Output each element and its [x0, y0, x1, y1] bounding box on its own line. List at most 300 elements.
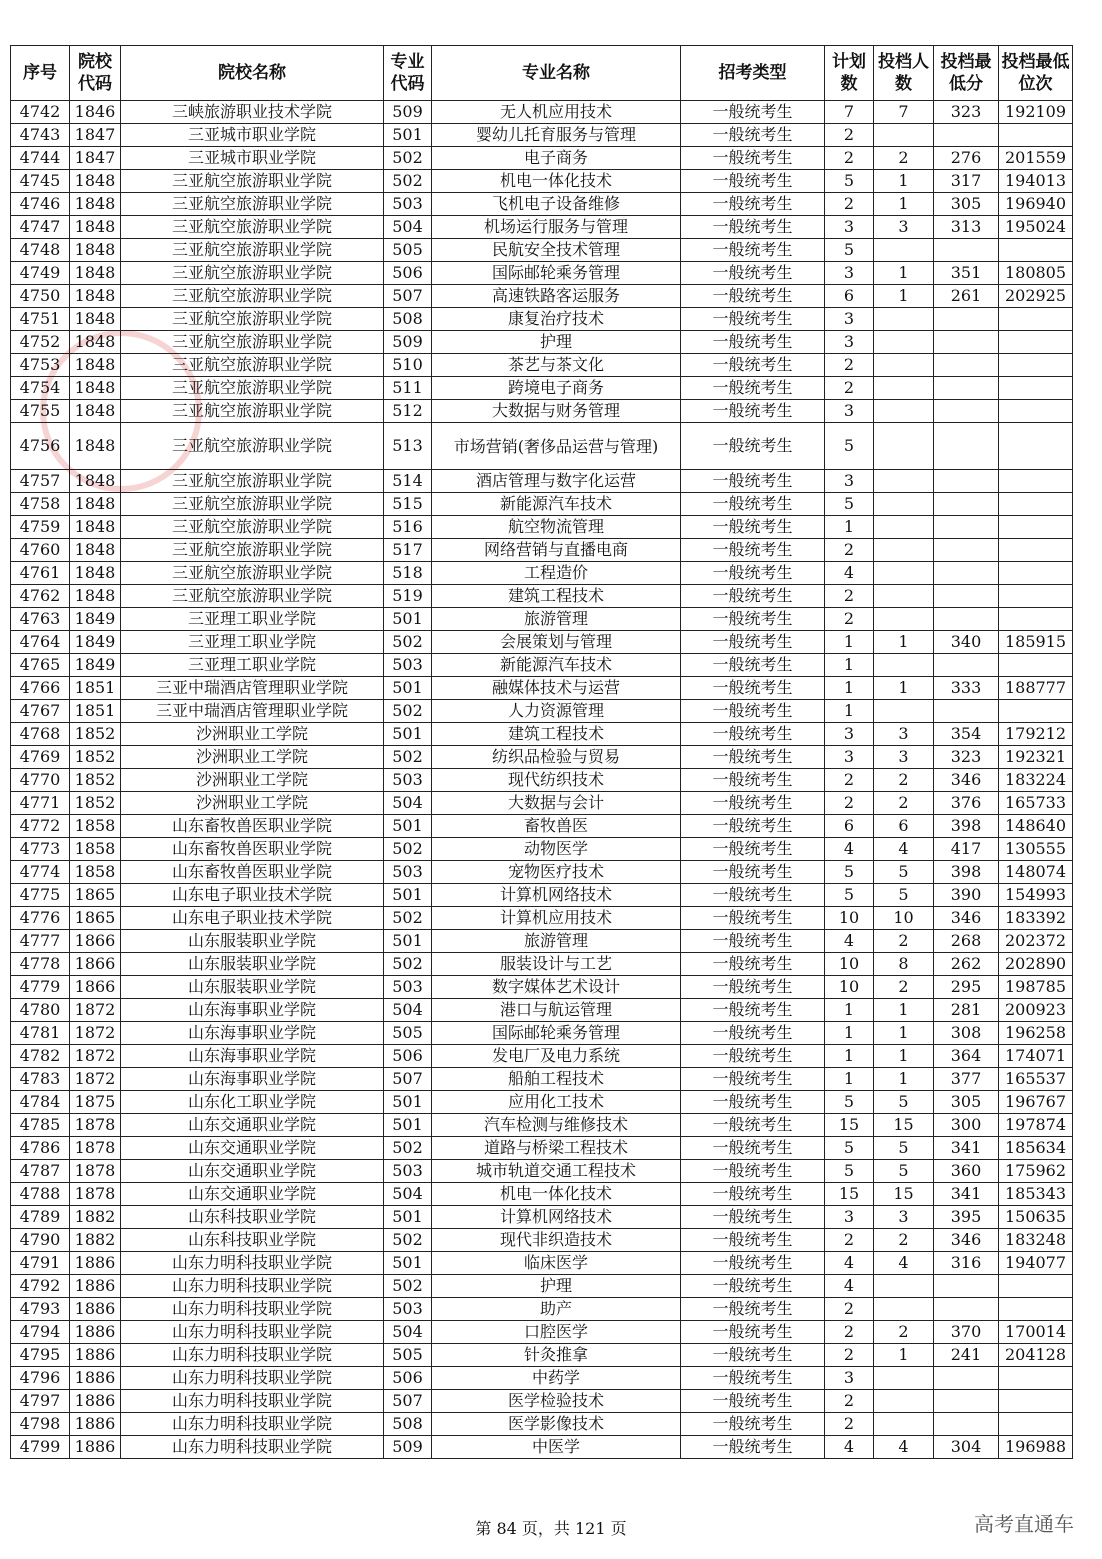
- cell-major-name: 港口与航运管理: [432, 999, 681, 1022]
- cell-admitted: 15: [874, 1114, 934, 1137]
- cell-major-name: 中医学: [432, 1436, 681, 1459]
- cell-major-name: 动物医学: [432, 838, 681, 861]
- cell-major-name: 计算机网络技术: [432, 1206, 681, 1229]
- cell-min-rank: 194077: [999, 1252, 1073, 1275]
- cell-admitted: [874, 1275, 934, 1298]
- cell-major-name: 茶艺与茶文化: [432, 354, 681, 377]
- cell-major-name: 中药学: [432, 1367, 681, 1390]
- col-header-exam-type: 招考类型: [681, 46, 825, 101]
- cell-school-name: 三亚航空旅游职业学院: [121, 562, 384, 585]
- cell-min-score: 398: [934, 815, 999, 838]
- cell-admitted: 1: [874, 1022, 934, 1045]
- cell-seq: 4758: [11, 493, 70, 516]
- table-row: [11, 1068, 1073, 1091]
- cell-major-code: 503: [384, 976, 432, 999]
- table-row: [11, 354, 1073, 377]
- cell-school-name: 沙洲职业工学院: [121, 792, 384, 815]
- cell-school-name: 三亚航空旅游职业学院: [121, 331, 384, 354]
- cell-school-code: 1872: [70, 999, 121, 1022]
- cell-plan: 10: [825, 976, 874, 999]
- table-row: [11, 377, 1073, 400]
- cell-min-score: [934, 400, 999, 423]
- table-row: [11, 562, 1073, 585]
- cell-major-name: 应用化工技术: [432, 1091, 681, 1114]
- cell-school-code: 1878: [70, 1137, 121, 1160]
- cell-major-name: 国际邮轮乘务管理: [432, 1022, 681, 1045]
- table-row: [11, 769, 1073, 792]
- cell-plan: 3: [825, 331, 874, 354]
- cell-exam-type: 一般统考生: [681, 976, 825, 999]
- cell-min-score: 323: [934, 746, 999, 769]
- cell-exam-type: 一般统考生: [681, 884, 825, 907]
- cell-admitted: 4: [874, 838, 934, 861]
- table-row: [11, 285, 1073, 308]
- table-row: [11, 654, 1073, 677]
- cell-admitted: [874, 585, 934, 608]
- cell-admitted: [874, 516, 934, 539]
- cell-exam-type: 一般统考生: [681, 377, 825, 400]
- cell-admitted: 3: [874, 723, 934, 746]
- table-row: [11, 1114, 1073, 1137]
- cell-major-code: 509: [384, 1436, 432, 1459]
- table-row: [11, 124, 1073, 147]
- cell-min-rank: 175962: [999, 1160, 1073, 1183]
- cell-min-rank: [999, 608, 1073, 631]
- cell-plan: 1: [825, 516, 874, 539]
- table-row: [11, 470, 1073, 493]
- cell-min-score: 317: [934, 170, 999, 193]
- cell-min-rank: 130555: [999, 838, 1073, 861]
- cell-school-code: 1848: [70, 239, 121, 262]
- cell-min-rank: 170014: [999, 1321, 1073, 1344]
- cell-exam-type: 一般统考生: [681, 1206, 825, 1229]
- cell-exam-type: 一般统考生: [681, 1183, 825, 1206]
- cell-min-rank: [999, 124, 1073, 147]
- cell-school-name: 山东力明科技职业学院: [121, 1252, 384, 1275]
- cell-exam-type: 一般统考生: [681, 1229, 825, 1252]
- cell-plan: 1: [825, 1045, 874, 1068]
- cell-min-rank: 194013: [999, 170, 1073, 193]
- cell-min-score: 364: [934, 1045, 999, 1068]
- cell-seq: 4752: [11, 331, 70, 354]
- cell-school-code: 1886: [70, 1321, 121, 1344]
- cell-exam-type: 一般统考生: [681, 1022, 825, 1045]
- cell-min-score: 241: [934, 1344, 999, 1367]
- table-row: [11, 1275, 1073, 1298]
- cell-major-code: 513: [384, 423, 432, 470]
- cell-school-name: 山东海事职业学院: [121, 999, 384, 1022]
- cell-school-name: 三亚航空旅游职业学院: [121, 262, 384, 285]
- cell-seq: 4761: [11, 562, 70, 585]
- cell-min-rank: 183248: [999, 1229, 1073, 1252]
- cell-admitted: 2: [874, 147, 934, 170]
- cell-min-rank: 185634: [999, 1137, 1073, 1160]
- cell-plan: 5: [825, 1137, 874, 1160]
- cell-seq: 4759: [11, 516, 70, 539]
- cell-seq: 4751: [11, 308, 70, 331]
- cell-major-code: 519: [384, 585, 432, 608]
- cell-min-rank: 197874: [999, 1114, 1073, 1137]
- cell-major-name: 道路与桥梁工程技术: [432, 1137, 681, 1160]
- table-row: [11, 216, 1073, 239]
- cell-plan: 3: [825, 470, 874, 493]
- cell-major-code: 502: [384, 838, 432, 861]
- cell-major-code: 503: [384, 1160, 432, 1183]
- cell-plan: 4: [825, 562, 874, 585]
- cell-min-score: [934, 539, 999, 562]
- cell-admitted: 4: [874, 1436, 934, 1459]
- cell-school-name: 山东服装职业学院: [121, 953, 384, 976]
- cell-plan: 2: [825, 792, 874, 815]
- cell-exam-type: 一般统考生: [681, 700, 825, 723]
- cell-seq: 4756: [11, 423, 70, 470]
- cell-school-name: 山东电子职业技术学院: [121, 884, 384, 907]
- cell-plan: 3: [825, 400, 874, 423]
- cell-school-name: 山东交通职业学院: [121, 1137, 384, 1160]
- table-row: [11, 815, 1073, 838]
- cell-min-rank: 174071: [999, 1045, 1073, 1068]
- cell-school-name: 三亚航空旅游职业学院: [121, 516, 384, 539]
- cell-min-score: [934, 1298, 999, 1321]
- cell-exam-type: 一般统考生: [681, 999, 825, 1022]
- cell-school-name: 三亚航空旅游职业学院: [121, 470, 384, 493]
- cell-school-name: 山东交通职业学院: [121, 1160, 384, 1183]
- cell-min-rank: [999, 516, 1073, 539]
- cell-major-name: 机电一体化技术: [432, 170, 681, 193]
- cell-school-name: 三亚中瑞酒店管理职业学院: [121, 700, 384, 723]
- table-row: [11, 170, 1073, 193]
- table-row: [11, 193, 1073, 216]
- cell-plan: 4: [825, 1436, 874, 1459]
- table-row: [11, 1436, 1073, 1459]
- cell-school-code: 1886: [70, 1344, 121, 1367]
- cell-min-score: [934, 124, 999, 147]
- cell-major-name: 汽车检测与维修技术: [432, 1114, 681, 1137]
- cell-major-name: 建筑工程技术: [432, 723, 681, 746]
- cell-min-score: [934, 1413, 999, 1436]
- cell-major-code: 501: [384, 1252, 432, 1275]
- cell-exam-type: 一般统考生: [681, 101, 825, 124]
- cell-major-code: 504: [384, 1183, 432, 1206]
- cell-min-rank: 201559: [999, 147, 1073, 170]
- cell-seq: 4796: [11, 1367, 70, 1390]
- cell-seq: 4770: [11, 769, 70, 792]
- cell-major-name: 宠物医疗技术: [432, 861, 681, 884]
- cell-min-rank: 196988: [999, 1436, 1073, 1459]
- cell-major-name: 大数据与会计: [432, 792, 681, 815]
- table-row: [11, 262, 1073, 285]
- cell-exam-type: 一般统考生: [681, 1298, 825, 1321]
- cell-school-code: 1872: [70, 1022, 121, 1045]
- cell-seq: 4754: [11, 377, 70, 400]
- cell-seq: 4776: [11, 907, 70, 930]
- cell-seq: 4775: [11, 884, 70, 907]
- cell-plan: 5: [825, 493, 874, 516]
- cell-min-score: [934, 331, 999, 354]
- cell-school-code: 1866: [70, 930, 121, 953]
- cell-plan: 5: [825, 1091, 874, 1114]
- cell-school-code: 1886: [70, 1275, 121, 1298]
- cell-exam-type: 一般统考生: [681, 170, 825, 193]
- cell-seq: 4784: [11, 1091, 70, 1114]
- cell-major-name: 服装设计与工艺: [432, 953, 681, 976]
- cell-school-name: 山东力明科技职业学院: [121, 1298, 384, 1321]
- cell-major-name: 现代纺织技术: [432, 769, 681, 792]
- table-row: [11, 723, 1073, 746]
- cell-seq: 4769: [11, 746, 70, 769]
- cell-exam-type: 一般统考生: [681, 953, 825, 976]
- cell-admitted: [874, 377, 934, 400]
- cell-major-code: 507: [384, 1068, 432, 1091]
- cell-exam-type: 一般统考生: [681, 516, 825, 539]
- cell-school-code: 1849: [70, 608, 121, 631]
- cell-school-code: 1872: [70, 1068, 121, 1091]
- table-row: [11, 1229, 1073, 1252]
- cell-plan: 2: [825, 769, 874, 792]
- cell-exam-type: 一般统考生: [681, 354, 825, 377]
- cell-min-score: [934, 608, 999, 631]
- cell-school-code: 1866: [70, 953, 121, 976]
- cell-plan: 2: [825, 585, 874, 608]
- cell-min-rank: 185915: [999, 631, 1073, 654]
- cell-major-code: 511: [384, 377, 432, 400]
- cell-plan: 2: [825, 354, 874, 377]
- table-header-row: [11, 46, 1073, 101]
- table-row: [11, 400, 1073, 423]
- cell-school-name: 山东科技职业学院: [121, 1229, 384, 1252]
- cell-min-score: 281: [934, 999, 999, 1022]
- cell-school-code: 1848: [70, 423, 121, 470]
- cell-min-rank: 165537: [999, 1068, 1073, 1091]
- cell-min-score: 262: [934, 953, 999, 976]
- cell-admitted: 6: [874, 815, 934, 838]
- cell-exam-type: 一般统考生: [681, 838, 825, 861]
- cell-admitted: 2: [874, 930, 934, 953]
- cell-min-score: 268: [934, 930, 999, 953]
- cell-school-name: 山东力明科技职业学院: [121, 1321, 384, 1344]
- cell-school-code: 1848: [70, 308, 121, 331]
- cell-major-name: 大数据与财务管理: [432, 400, 681, 423]
- cell-school-code: 1848: [70, 585, 121, 608]
- col-header-school-code: 院校代码: [70, 46, 121, 101]
- cell-school-name: 三亚航空旅游职业学院: [121, 585, 384, 608]
- cell-major-code: 507: [384, 1390, 432, 1413]
- cell-min-score: [934, 1367, 999, 1390]
- cell-school-name: 沙洲职业工学院: [121, 723, 384, 746]
- cell-min-rank: 202372: [999, 930, 1073, 953]
- cell-major-name: 网络营销与直播电商: [432, 539, 681, 562]
- table-row: [11, 861, 1073, 884]
- cell-admitted: [874, 1390, 934, 1413]
- cell-major-name: 医学检验技术: [432, 1390, 681, 1413]
- table-row: [11, 1206, 1073, 1229]
- cell-school-code: 1848: [70, 354, 121, 377]
- admission-table: [10, 45, 1073, 1459]
- cell-min-rank: [999, 470, 1073, 493]
- table-row: [11, 907, 1073, 930]
- table-row: [11, 423, 1073, 470]
- table-row: [11, 884, 1073, 907]
- cell-seq: 4789: [11, 1206, 70, 1229]
- cell-major-code: 517: [384, 539, 432, 562]
- cell-seq: 4781: [11, 1022, 70, 1045]
- cell-plan: 3: [825, 723, 874, 746]
- cell-admitted: [874, 608, 934, 631]
- cell-school-name: 三亚航空旅游职业学院: [121, 216, 384, 239]
- cell-major-code: 501: [384, 723, 432, 746]
- cell-min-score: [934, 700, 999, 723]
- cell-min-rank: [999, 585, 1073, 608]
- cell-seq: 4766: [11, 677, 70, 700]
- cell-school-code: 1847: [70, 124, 121, 147]
- cell-major-code: 503: [384, 769, 432, 792]
- cell-seq: 4787: [11, 1160, 70, 1183]
- cell-school-code: 1852: [70, 746, 121, 769]
- cell-school-code: 1852: [70, 769, 121, 792]
- cell-plan: 10: [825, 953, 874, 976]
- cell-plan: 2: [825, 1390, 874, 1413]
- cell-min-score: 305: [934, 1091, 999, 1114]
- cell-exam-type: 一般统考生: [681, 539, 825, 562]
- cell-plan: 1: [825, 999, 874, 1022]
- page-footer: 第 84 页，共 121 页: [475, 1519, 627, 1538]
- cell-seq: 4790: [11, 1229, 70, 1252]
- cell-school-name: 三亚航空旅游职业学院: [121, 493, 384, 516]
- table-row: [11, 1183, 1073, 1206]
- cell-major-code: 503: [384, 193, 432, 216]
- cell-major-name: 航空物流管理: [432, 516, 681, 539]
- cell-school-name: 山东畜牧兽医职业学院: [121, 815, 384, 838]
- cell-school-name: 沙洲职业工学院: [121, 746, 384, 769]
- cell-min-score: [934, 1275, 999, 1298]
- cell-school-code: 1886: [70, 1436, 121, 1459]
- cell-min-rank: 202890: [999, 953, 1073, 976]
- cell-major-code: 509: [384, 101, 432, 124]
- cell-major-code: 514: [384, 470, 432, 493]
- cell-school-code: 1886: [70, 1390, 121, 1413]
- cell-exam-type: 一般统考生: [681, 124, 825, 147]
- cell-exam-type: 一般统考生: [681, 746, 825, 769]
- cell-school-name: 山东科技职业学院: [121, 1206, 384, 1229]
- cell-major-code: 501: [384, 815, 432, 838]
- table-row: [11, 631, 1073, 654]
- cell-major-name: 电子商务: [432, 147, 681, 170]
- cell-admitted: [874, 354, 934, 377]
- cell-plan: 2: [825, 377, 874, 400]
- cell-major-name: 现代非织造技术: [432, 1229, 681, 1252]
- cell-seq: 4747: [11, 216, 70, 239]
- cell-school-code: 1848: [70, 331, 121, 354]
- cell-major-code: 501: [384, 124, 432, 147]
- cell-plan: 1: [825, 700, 874, 723]
- cell-seq: 4772: [11, 815, 70, 838]
- cell-major-code: 507: [384, 285, 432, 308]
- cell-exam-type: 一般统考生: [681, 585, 825, 608]
- cell-seq: 4763: [11, 608, 70, 631]
- cell-seq: 4795: [11, 1344, 70, 1367]
- cell-plan: 3: [825, 308, 874, 331]
- cell-major-name: 新能源汽车技术: [432, 654, 681, 677]
- cell-school-code: 1848: [70, 470, 121, 493]
- cell-major-code: 503: [384, 861, 432, 884]
- cell-admitted: [874, 308, 934, 331]
- cell-min-rank: 183224: [999, 769, 1073, 792]
- cell-plan: 2: [825, 1229, 874, 1252]
- cell-min-score: [934, 562, 999, 585]
- cell-min-rank: 195024: [999, 216, 1073, 239]
- cell-min-score: 313: [934, 216, 999, 239]
- cell-min-score: 354: [934, 723, 999, 746]
- cell-school-code: 1882: [70, 1229, 121, 1252]
- cell-school-code: 1858: [70, 838, 121, 861]
- cell-plan: 7: [825, 101, 874, 124]
- cell-major-name: 数字媒体艺术设计: [432, 976, 681, 999]
- cell-min-score: 390: [934, 884, 999, 907]
- cell-seq: 4778: [11, 953, 70, 976]
- cell-seq: 4768: [11, 723, 70, 746]
- cell-major-code: 518: [384, 562, 432, 585]
- cell-plan: 1: [825, 677, 874, 700]
- cell-school-code: 1852: [70, 723, 121, 746]
- cell-exam-type: 一般统考生: [681, 285, 825, 308]
- cell-seq: 4786: [11, 1137, 70, 1160]
- cell-admitted: 1: [874, 262, 934, 285]
- cell-school-name: 三亚航空旅游职业学院: [121, 539, 384, 562]
- cell-major-name: 机电一体化技术: [432, 1183, 681, 1206]
- cell-major-name: 计算机应用技术: [432, 907, 681, 930]
- cell-school-code: 1848: [70, 193, 121, 216]
- cell-admitted: [874, 400, 934, 423]
- cell-admitted: [874, 423, 934, 470]
- cell-plan: 2: [825, 147, 874, 170]
- cell-school-name: 三亚航空旅游职业学院: [121, 193, 384, 216]
- cell-plan: 5: [825, 239, 874, 262]
- cell-admitted: 1: [874, 1045, 934, 1068]
- cell-school-name: 三亚航空旅游职业学院: [121, 285, 384, 308]
- cell-min-score: 333: [934, 677, 999, 700]
- cell-school-code: 1851: [70, 700, 121, 723]
- table-row: [11, 1045, 1073, 1068]
- cell-min-rank: [999, 1367, 1073, 1390]
- cell-min-rank: [999, 423, 1073, 470]
- cell-admitted: 5: [874, 1160, 934, 1183]
- cell-admitted: 1: [874, 193, 934, 216]
- table-row: [11, 331, 1073, 354]
- cell-admitted: [874, 493, 934, 516]
- cell-admitted: [874, 700, 934, 723]
- cell-min-rank: [999, 377, 1073, 400]
- cell-exam-type: 一般统考生: [681, 1321, 825, 1344]
- cell-admitted: 2: [874, 792, 934, 815]
- cell-admitted: [874, 124, 934, 147]
- cell-seq: 4773: [11, 838, 70, 861]
- cell-min-rank: 196940: [999, 193, 1073, 216]
- cell-seq: 4792: [11, 1275, 70, 1298]
- cell-school-code: 1865: [70, 907, 121, 930]
- cell-school-code: 1875: [70, 1091, 121, 1114]
- cell-school-code: 1852: [70, 792, 121, 815]
- cell-school-name: 三亚理工职业学院: [121, 631, 384, 654]
- table-row: [11, 608, 1073, 631]
- cell-seq: 4762: [11, 585, 70, 608]
- cell-major-name: 船舶工程技术: [432, 1068, 681, 1091]
- cell-seq: 4791: [11, 1252, 70, 1275]
- col-header-school-name: 院校名称: [121, 46, 384, 101]
- cell-major-name: 临床医学: [432, 1252, 681, 1275]
- cell-min-rank: 188777: [999, 677, 1073, 700]
- cell-exam-type: 一般统考生: [681, 1137, 825, 1160]
- cell-major-code: 502: [384, 631, 432, 654]
